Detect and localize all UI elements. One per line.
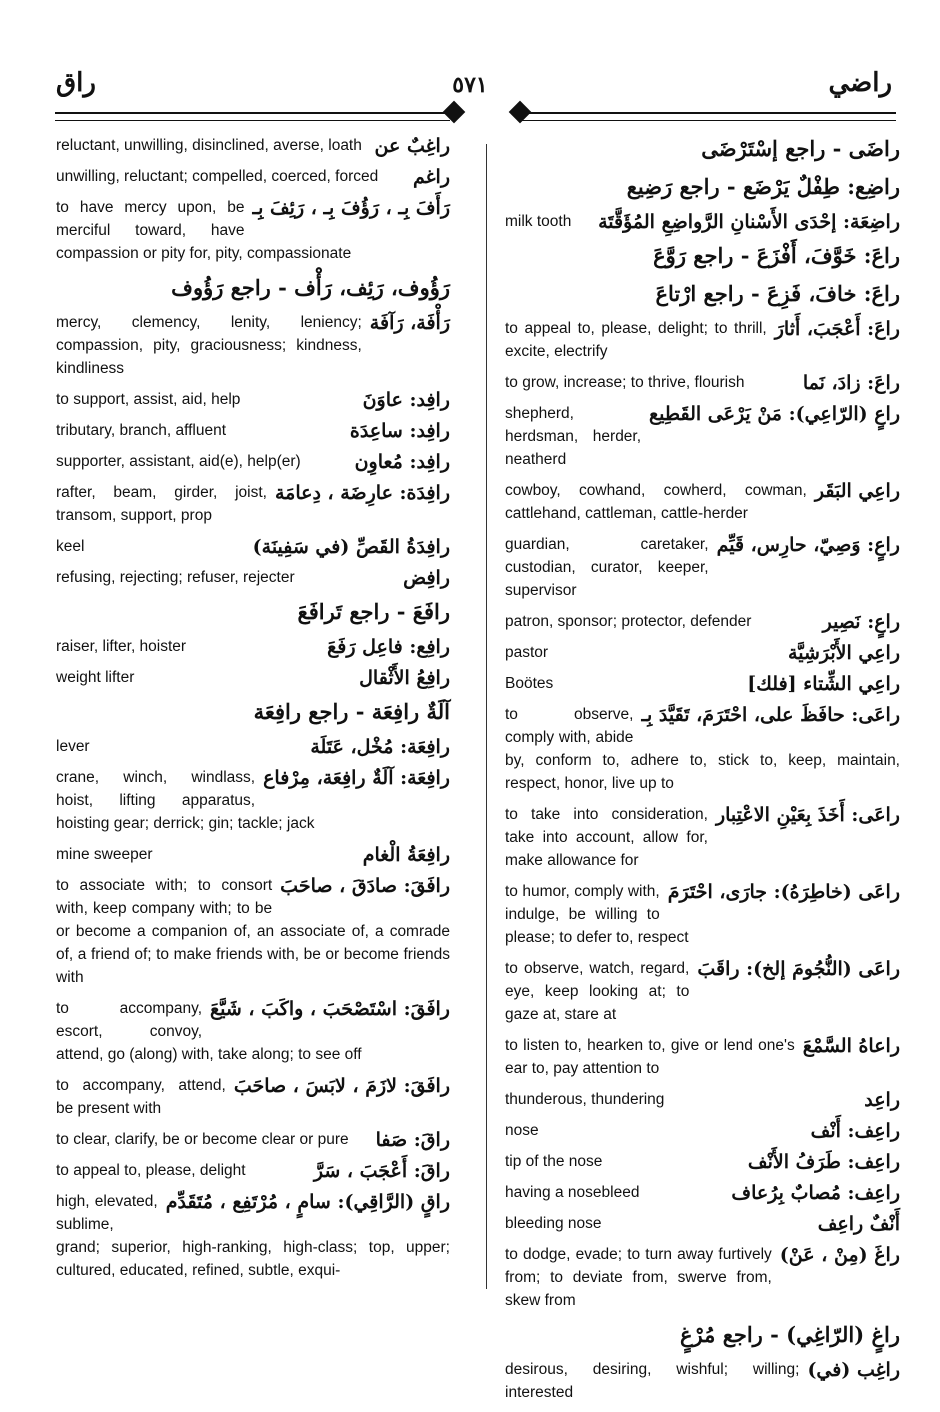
entry-arabic-headword: رافَقَ: صادَقَ ، صاحَبَ bbox=[280, 875, 450, 897]
entry-arabic-headword: راعَى (خاطِرَهُ): جارَى، احْتَرَمَ bbox=[667, 881, 900, 903]
entry-headword-crossref: راغٍ (الرّاغِي) - راجع مُرْغٍ bbox=[680, 1322, 900, 1347]
entry-english-definition: mine sweeper bbox=[56, 846, 153, 863]
entry-english-definition: raiser, lifter, hoister bbox=[56, 638, 187, 655]
dictionary-entry bbox=[505, 479, 900, 525]
entry-arabic-headword: راعِف: مُصابٌ بِرُعاف bbox=[731, 1182, 900, 1204]
entry-arabic-headword: رافَقَ: اسْتَصْحَبَ ، واكَبَ ، شَيَّعَ bbox=[210, 998, 450, 1020]
entry-english-definition: to have mercy upon, be merciful toward, have compassion or pity for, pity, compassionate bbox=[56, 199, 352, 262]
dictionary-entry bbox=[56, 388, 450, 411]
entry-english-definition: to clear, clarify, be or become clear or pure bbox=[56, 1131, 349, 1148]
entry-english-definition: to accompany, escort, convoy, attend, go (along) with, take along; to see off bbox=[56, 1000, 362, 1063]
dictionary-entry bbox=[505, 402, 900, 471]
dictionary-entry bbox=[505, 1150, 900, 1173]
entry-arabic-headword: رَأْفَة، رَآفَة bbox=[369, 312, 450, 334]
entry-english-definition: refusing, rejecting; refuser, rejecter bbox=[56, 569, 295, 586]
dictionary-entry bbox=[56, 165, 450, 188]
header-word-right: راضي bbox=[828, 68, 892, 98]
entry-english-definition: weight lifter bbox=[56, 669, 135, 686]
entry-arabic-headword: راقَ: أَعْجَبَ ، سَرَّ bbox=[313, 1160, 450, 1182]
entry-arabic-headword: راعَى (النُّجُومَ إلخ): راقَبَ bbox=[697, 958, 900, 980]
entry-english-definition: to accompany, attend, be present with bbox=[56, 1077, 226, 1117]
entry-arabic-headword: رافِد: ساعِدَة bbox=[349, 420, 450, 442]
entry-arabic-headword: راغِب (في) bbox=[807, 1359, 900, 1381]
entry-english-definition: pastor bbox=[505, 644, 549, 661]
entry-headword-crossref: راعَ: خَوَّفَ، أَفْزَعَ - راجع رَوَّعَ bbox=[653, 243, 900, 268]
entry-english-definition: thunderous, thundering bbox=[505, 1091, 665, 1108]
entry-headword-crossref: رافَعَ - راجع تَرافَعَ bbox=[297, 599, 450, 624]
entry-english-definition: rafter, beam, girder, joist, transom, support, prop bbox=[56, 484, 267, 524]
dictionary-entry bbox=[505, 803, 900, 872]
page-number: ٥٧١ bbox=[452, 72, 488, 98]
entry-arabic-headword: راعِي الأَبْرَشِيَّة bbox=[788, 642, 900, 664]
entry-english-definition: milk tooth bbox=[505, 213, 572, 230]
dictionary-entry bbox=[56, 1128, 450, 1151]
entry-arabic-headword: راعَ: زادَ، نَما bbox=[802, 372, 900, 394]
entry-english-definition: Boötes bbox=[505, 675, 554, 692]
entry-english-definition: to support, assist, aid, help bbox=[56, 391, 241, 408]
entry-english-definition: unwilling, reluctant; compelled, coerced, forced bbox=[56, 168, 379, 185]
left-column bbox=[56, 134, 450, 1290]
dictionary-entry bbox=[505, 1358, 900, 1404]
entry-arabic-headword: راعِف: أَنْف bbox=[810, 1120, 900, 1142]
header-word-left: راق bbox=[56, 68, 96, 98]
header-rule-left bbox=[55, 112, 450, 121]
dictionary-entry bbox=[56, 1190, 450, 1282]
entry-english-definition: to observe, watch, regard, eye, keep looking at; to gaze at, stare at bbox=[505, 960, 690, 1023]
column-divider bbox=[486, 144, 487, 1289]
entry-arabic-headword: راعَى: حافَظَ على، احْتَرَمَ، تَقَيَّدَ بِـ bbox=[641, 704, 900, 726]
entry-english-definition: desirous, desiring, wishful; willing; interested bbox=[505, 1361, 800, 1401]
dictionary-entry bbox=[505, 1034, 900, 1080]
entry-english-definition: having a nosebleed bbox=[505, 1184, 640, 1201]
dictionary-entry bbox=[56, 311, 450, 380]
entry-english-definition: to observe, comply with, abide by, conform to, adhere to, stick to, keep, maintain, respect, honor, live up to bbox=[505, 706, 900, 792]
entry-arabic-headword: راعٍ: نَصِير bbox=[822, 611, 900, 633]
entry-arabic-headword: رَأَفَ بِـ ، رَؤُفَ بِـ ، رَئِفَ بِـ bbox=[252, 197, 450, 219]
entry-arabic-headword: رافِعَة: آلَةٌ رافِعَة، مِرْفاع bbox=[263, 767, 450, 789]
entry-arabic-headword: راعٍ (الرّاعِي): مَنْ يَرْعَى القَطِيع bbox=[649, 403, 900, 425]
entry-english-definition: to associate with; to consort with, keep company with; to be or become a companion of, an associate of, a comrade of, a friend of; to make friends with, be or become friends with bbox=[56, 877, 450, 986]
entry-headword-crossref: راضِع: طِفْلٌ يَرْضَع - راجع رَضِيع bbox=[626, 174, 900, 199]
entry-english-definition: patron, sponsor; protector, defender bbox=[505, 613, 752, 630]
entry-arabic-headword: راغم bbox=[412, 166, 450, 188]
right-column bbox=[505, 134, 900, 1412]
entry-arabic-headword: رافِد: مُعاوِن bbox=[354, 451, 450, 473]
dictionary-entry bbox=[56, 1074, 450, 1120]
dictionary-entry bbox=[505, 210, 900, 233]
entry-english-definition: bleeding nose bbox=[505, 1215, 602, 1232]
dictionary-entry bbox=[56, 843, 450, 866]
entry-arabic-headword: راعِي البَقَر bbox=[814, 480, 900, 502]
entry-arabic-headword: راغَ (مِنْ ، عَنْ) bbox=[779, 1244, 900, 1266]
dictionary-entry bbox=[505, 1212, 900, 1235]
dictionary-entry bbox=[505, 610, 900, 633]
dictionary-entry bbox=[505, 533, 900, 602]
dictionary-entry bbox=[56, 635, 450, 658]
entry-english-definition: lever bbox=[56, 738, 90, 755]
entry-english-definition: guardian, caretaker, custodian, curator, keeper, supervisor bbox=[505, 536, 709, 599]
dictionary-entry bbox=[505, 957, 900, 1026]
entry-arabic-headword: راعَ: أَعْجَبَ، أَثارَ bbox=[774, 318, 900, 340]
entry-english-definition: reluctant, unwilling, disinclined, averse, loath bbox=[56, 137, 362, 154]
entry-arabic-headword: رافِد: عاوَنَ bbox=[362, 389, 450, 411]
dictionary-entry bbox=[56, 481, 450, 527]
entry-english-definition: mercy, clemency, lenity, leniency; compassion, pity, graciousness; kindness, kindliness bbox=[56, 314, 362, 377]
entry-english-definition: to appeal to, please, delight; to thrill, excite, electrify bbox=[505, 320, 767, 360]
dictionary-entry bbox=[505, 1119, 900, 1142]
entry-arabic-headword: راعِي الشِّتاء [فلك] bbox=[747, 673, 900, 695]
entry-arabic-headword: راعَى: أَخَذَ بِعَيْنِ الاعْتِبار bbox=[715, 804, 900, 826]
dictionary-entry bbox=[56, 997, 450, 1066]
entry-arabic-headword: راعٍ: وَصِيّ، حارِس، قَيِّم bbox=[716, 534, 900, 556]
entry-english-definition: cowboy, cowhand, cowherd, cowman, cattlehand, cattleman, cattle-herder bbox=[505, 482, 807, 522]
entry-arabic-headword: رافَقَ: لازَمَ ، لابَسَ ، صاحَبَ bbox=[233, 1075, 450, 1097]
header-rule-right bbox=[520, 112, 896, 121]
entry-headword-crossref: آلَةٌ رافِعَة - راجع رافِعَة bbox=[253, 699, 450, 724]
entry-english-definition: shepherd, herdsman, herder, neatherd bbox=[505, 405, 642, 468]
dictionary-entry bbox=[505, 317, 900, 363]
entry-arabic-headword: رافِعُ الأَثْقال bbox=[359, 667, 450, 689]
entry-arabic-headword: رافِدَةُ القَصِّ (في سَفِينَة) bbox=[252, 536, 450, 558]
entry-english-definition: tributary, branch, affluent bbox=[56, 422, 227, 439]
entry-arabic-headword: رافِعَةُ الْغام bbox=[362, 844, 450, 866]
entry-english-definition: to listen to, hearken to, give or lend one's ear to, pay attention to bbox=[505, 1037, 795, 1077]
dictionary-entry bbox=[505, 371, 900, 394]
entry-arabic-headword: راعِف: طَرَفُ الأَنْف bbox=[747, 1151, 900, 1173]
dictionary-entry bbox=[56, 666, 450, 689]
dictionary-entry bbox=[505, 1243, 900, 1312]
dictionary-entry bbox=[505, 703, 900, 795]
dictionary-entry bbox=[56, 566, 450, 589]
dictionary-entry bbox=[56, 450, 450, 473]
dictionary-entry bbox=[505, 880, 900, 949]
entry-arabic-headword: راقَ: صَفا bbox=[375, 1129, 450, 1151]
dictionary-entry bbox=[56, 134, 450, 157]
entry-english-definition: to grow, increase; to thrive, flourish bbox=[505, 374, 745, 391]
dictionary-entry bbox=[56, 766, 450, 835]
entry-english-definition: nose bbox=[505, 1122, 539, 1139]
entry-english-definition: tip of the nose bbox=[505, 1153, 603, 1170]
entry-headword-crossref: راعَ: خافَ، فَزِعَ - راجع ارْتاعَ bbox=[655, 281, 900, 306]
entry-english-definition: to take into consideration, take into account, allow for, make allowance for bbox=[505, 806, 708, 869]
entry-arabic-headword: راعِد bbox=[864, 1089, 900, 1111]
dictionary-entry bbox=[56, 735, 450, 758]
entry-arabic-headword: راقٍ (الرَّاقِي): سامٍ ، مُرْتَفِع ، مُتَقَدِّم bbox=[165, 1191, 450, 1213]
entry-arabic-headword: راضِعَة: إحْدَى الأَسْنانِ الرَّواضِعِ المُؤَقَّتَة bbox=[598, 211, 900, 233]
entry-headword-crossref: رَؤُوف، رَئِف، رَأْف - راجع رَؤُوف bbox=[171, 275, 450, 300]
entry-arabic-headword: راعاهُ السَّمْعَ bbox=[802, 1035, 900, 1057]
entry-english-definition: keel bbox=[56, 538, 85, 555]
dictionary-entry bbox=[505, 641, 900, 664]
entry-arabic-headword: رافِع: فاعِل رَفَعَ bbox=[327, 636, 450, 658]
dictionary-entry bbox=[505, 672, 900, 695]
entry-headword-crossref: راضَى - راجع إسْتَرْضَى bbox=[701, 136, 900, 161]
dictionary-entry bbox=[505, 1181, 900, 1204]
entry-english-definition: supporter, assistant, aid(e), help(er) bbox=[56, 453, 301, 470]
entry-english-definition: to appeal to, please, delight bbox=[56, 1162, 246, 1179]
dictionary-entry bbox=[56, 535, 450, 558]
dictionary-entry bbox=[56, 874, 450, 989]
entry-english-definition: to humor, comply with, indulge, be willing to please; to defer to, respect bbox=[505, 883, 689, 946]
entry-english-definition: high, elevated, sublime, grand; superior, high-ranking, high-class; top, upper; cultured, educated, refined, subtle, exqui- bbox=[56, 1193, 450, 1279]
entry-english-definition: to dodge, evade; to turn away furtively from; to deviate from, swerve from, skew from bbox=[505, 1246, 772, 1309]
dictionary-entry bbox=[56, 1159, 450, 1182]
dictionary-entry bbox=[56, 196, 450, 265]
entry-arabic-headword: رافِض bbox=[403, 567, 450, 589]
entry-arabic-headword: رافِعَة: مُخْل، عَتَلَة bbox=[310, 736, 450, 758]
entry-english-definition: crane, winch, windlass, hoist, lifting apparatus, hoisting gear; derrick; gin; tackle; jack bbox=[56, 769, 315, 832]
entry-arabic-headword: راغِبٌ عن bbox=[374, 135, 450, 157]
dictionary-entry bbox=[505, 1088, 900, 1111]
dictionary-entry bbox=[56, 419, 450, 442]
entry-arabic-headword: أَنْفٌ راعِف bbox=[817, 1213, 900, 1235]
entry-arabic-headword: رافِدَة: عارِضَة ، دِعامَة bbox=[274, 482, 450, 504]
